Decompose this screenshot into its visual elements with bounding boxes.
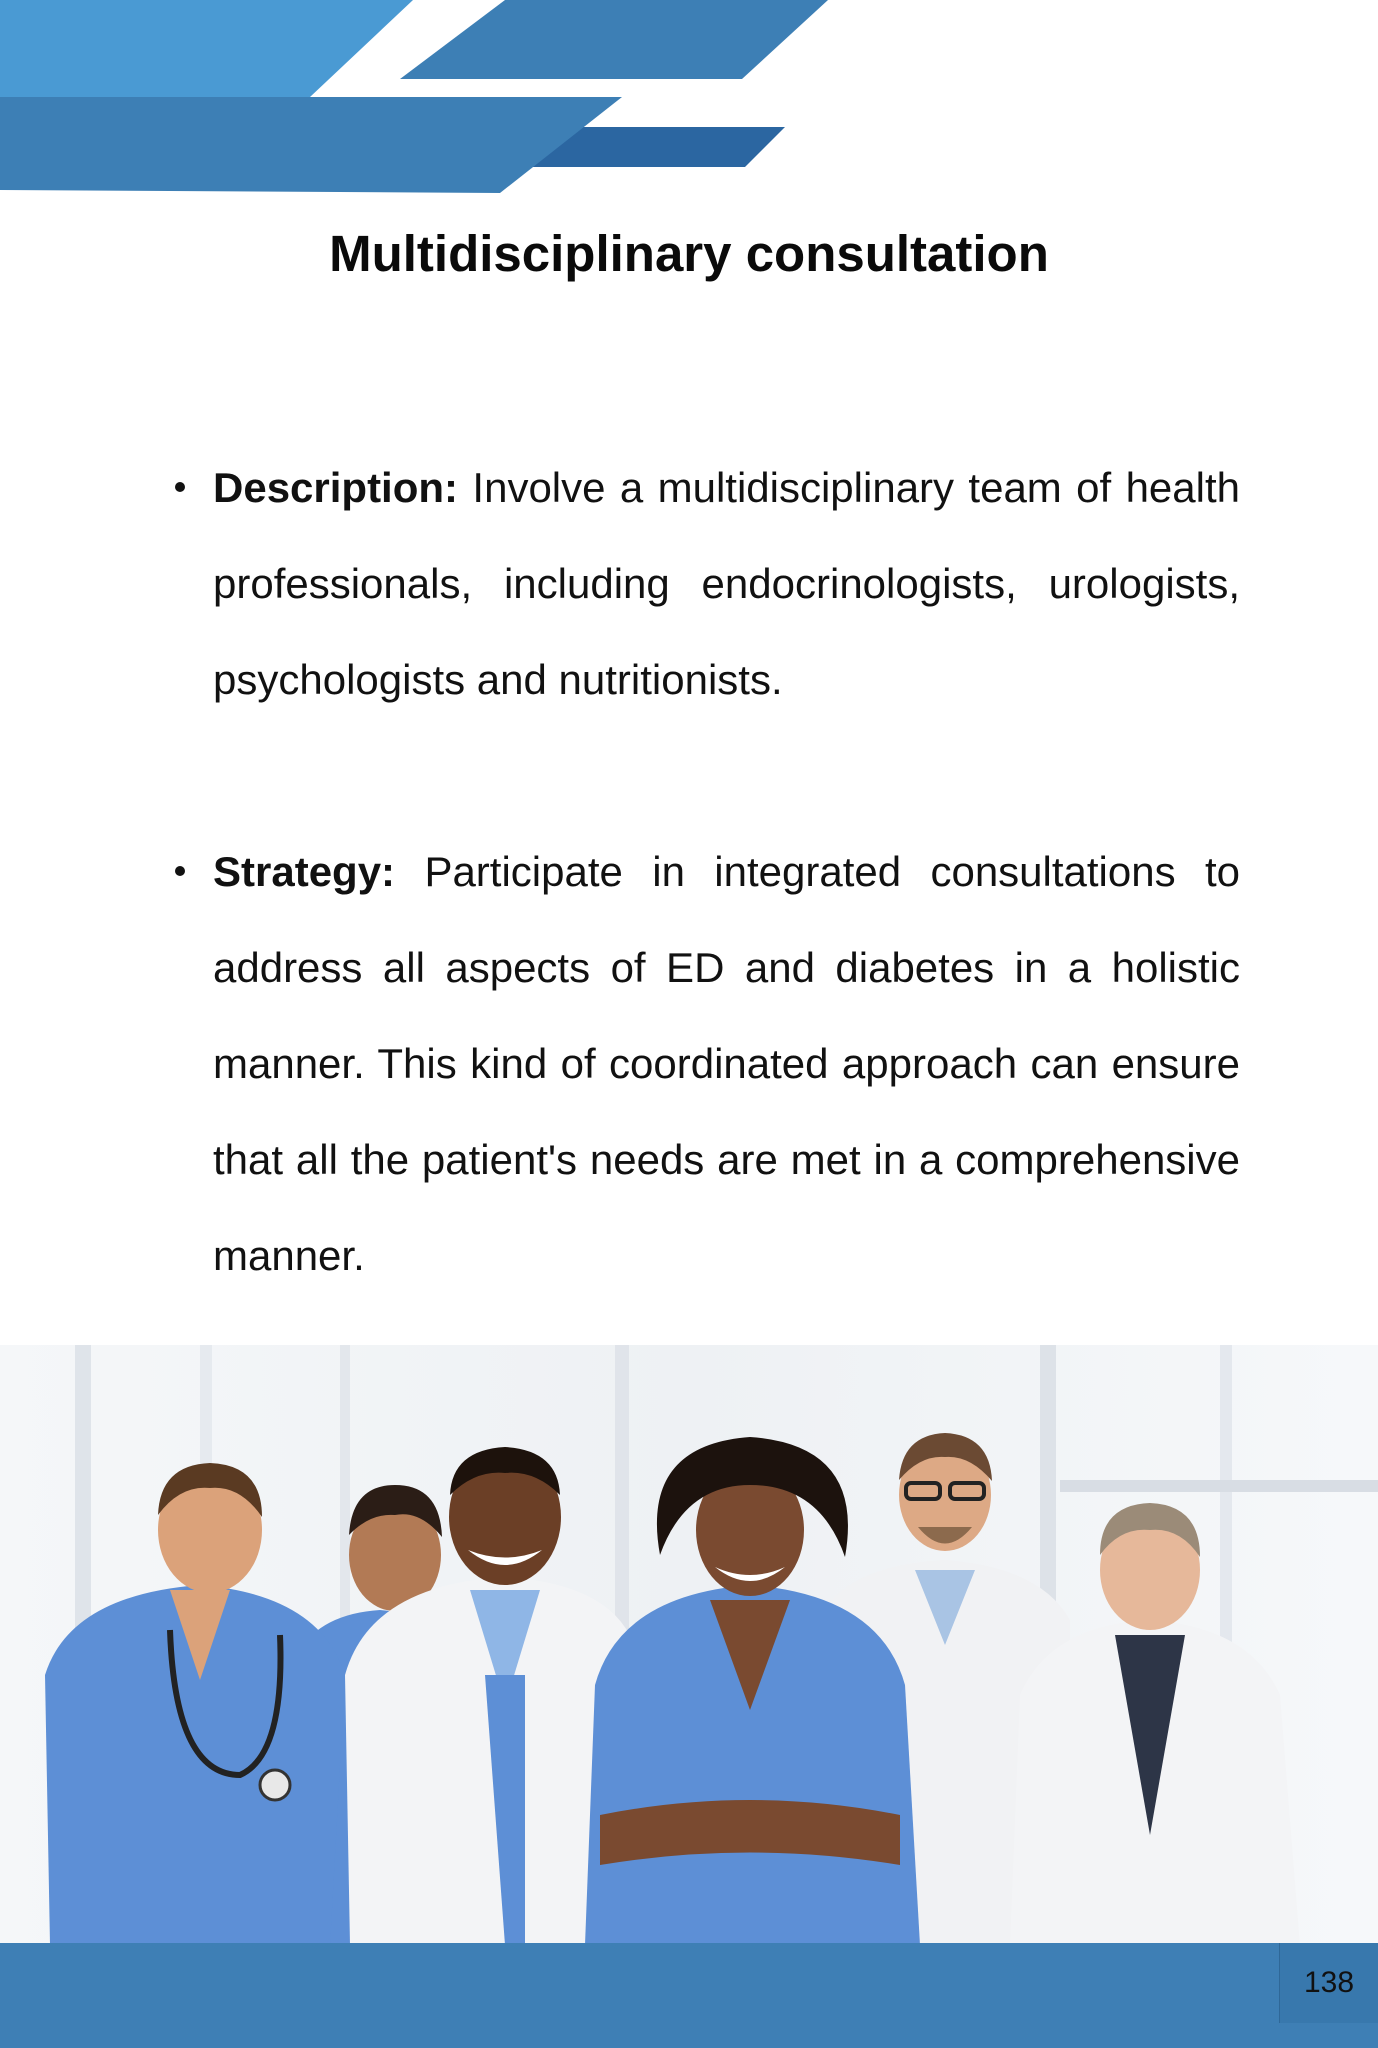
page-number: 138 — [1279, 1943, 1378, 2023]
bullet-label-description: Description: — [213, 464, 459, 511]
bullet-description — [175, 440, 1240, 728]
bullet-dot-icon — [175, 482, 185, 492]
bullet-text-strategy: Participate in integrated consultations to address all aspects of ED and diabetes in a holistic manner. This kind of coordinated approach can ensure that all the patient's needs are met in a comprehensive manner. — [213, 848, 1240, 1279]
bullet-label-strategy: Strategy: — [213, 848, 396, 895]
header-stripe-mid-bottom — [0, 97, 622, 193]
bullet-text-description: Involve a multidisciplinary team of health professionals, including endocrinologists, urologists, psychologists and nutritionists. — [213, 464, 1241, 703]
header-decoration — [0, 0, 1378, 200]
footer-bar — [0, 1943, 1378, 2048]
page-title: Multidisciplinary consultation — [329, 225, 1049, 282]
bullet-dot-icon — [175, 866, 185, 876]
medical-team-photo — [0, 1345, 1378, 1945]
bullet-strategy — [175, 824, 1240, 1304]
header-stripe-light — [0, 0, 413, 97]
header-stripe-mid-top — [400, 0, 828, 79]
content-body — [175, 440, 1240, 1304]
